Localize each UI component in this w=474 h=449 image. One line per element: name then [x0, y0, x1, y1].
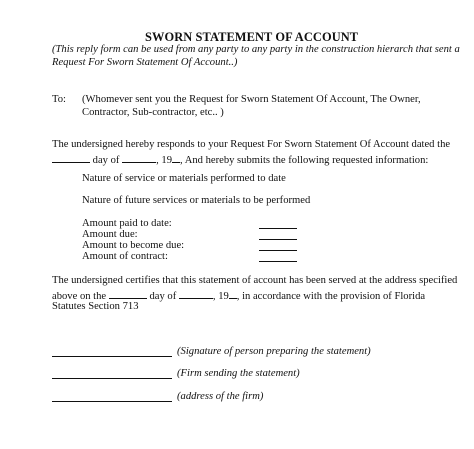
- amount-become-due-label: Amount to become due:: [82, 240, 185, 251]
- nature-service-label: Nature of service or materials performed to date: [82, 173, 286, 184]
- signature-address-label: (address of the firm): [177, 391, 264, 402]
- intro-line-2: Request For Sworn Statement Of Account..): [52, 57, 238, 68]
- amount-due-blank[interactable]: [259, 239, 297, 240]
- certify-year-blank[interactable]: [229, 288, 237, 299]
- intro-line-1: (This reply form can be used from any party to any party in the construction hierarch that sent a: [52, 44, 460, 55]
- amount-paid-label: Amount paid to date:: [82, 218, 172, 229]
- certify-above-text: above on the: [52, 291, 107, 302]
- respond-line-1: The undersigned hereby responds to your Request For Sworn Statement Of Account dated the: [52, 139, 451, 150]
- to-line-2: Contractor, Sub-contractor, etc.. ): [82, 107, 224, 118]
- to-line-1: (Whomever sent you the Request for Sworn Statement Of Account, The Owner,: [82, 94, 421, 105]
- signature-firm-label: (Firm sending the statement): [177, 368, 300, 379]
- amount-contract-blank[interactable]: [259, 261, 297, 262]
- amount-due-label: Amount due:: [82, 229, 138, 240]
- signature-person-line[interactable]: [52, 356, 172, 357]
- respond-year-label: , 19: [156, 155, 172, 166]
- signature-firm-line[interactable]: [52, 378, 172, 379]
- respond-day-label: day of: [92, 155, 120, 166]
- certify-year-label: , 19: [212, 291, 229, 302]
- to-label: To:: [52, 94, 66, 105]
- certify-line-1: The undersigned certifies that this statement of account has been served at the address specified: [52, 275, 458, 286]
- certify-day-label: day of: [149, 291, 177, 302]
- signature-person-label: (Signature of person preparing the statement): [177, 346, 371, 357]
- nature-future-label: Nature of future services or materials to be performed: [82, 195, 311, 206]
- certify-month-blank[interactable]: [179, 288, 213, 299]
- respond-date-blank[interactable]: [52, 152, 90, 163]
- amount-contract-label: Amount of contract:: [82, 251, 168, 262]
- respond-line-2: [52, 152, 428, 168]
- certify-date-blank[interactable]: [109, 288, 147, 299]
- respond-tail-text: , And hereby submits the following requested information:: [179, 155, 429, 166]
- amount-paid-blank[interactable]: [259, 228, 297, 229]
- amount-become-due-blank[interactable]: [259, 250, 297, 251]
- respond-month-blank[interactable]: [122, 152, 156, 163]
- document-title: SWORN STATEMENT OF ACCOUNT: [145, 30, 359, 44]
- certify-tail-text: , in accordance with the provision of Florida: [236, 291, 426, 302]
- signature-address-line[interactable]: [52, 401, 172, 402]
- certify-line-3: Statutes Section 713: [52, 301, 139, 312]
- respond-year-blank[interactable]: [172, 152, 180, 163]
